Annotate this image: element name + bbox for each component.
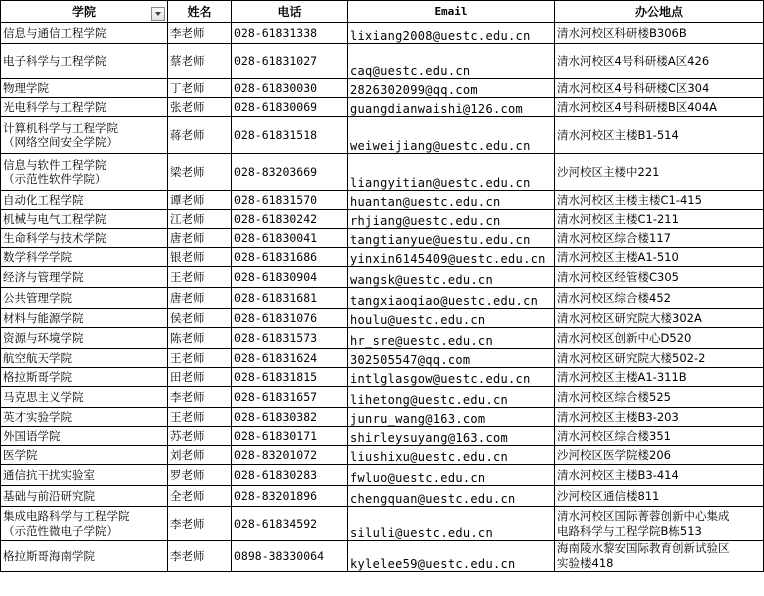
cell-phone: 028-61830030 — [232, 79, 348, 98]
cell-name: 唐老师 — [168, 229, 232, 248]
cell-office: 沙河校区医学院楼206 — [555, 446, 764, 465]
cell-name: 全老师 — [168, 486, 232, 507]
cell-office: 沙河校区主楼中221 — [555, 154, 764, 191]
cell-name: 蔡老师 — [168, 44, 232, 79]
cell-email: 302505547@qq.com — [348, 349, 555, 368]
cell-name: 田老师 — [168, 368, 232, 387]
cell-email: lixiang2008@uestc.edu.cn — [348, 23, 555, 44]
cell-name: 罗老师 — [168, 465, 232, 486]
cell-name: 陈老师 — [168, 328, 232, 349]
cell-office: 清水河校区科研楼B306B — [555, 23, 764, 44]
cell-email: rhjiang@uestc.edu.cn — [348, 210, 555, 229]
cell-college: 外国语学院 — [1, 427, 168, 446]
cell-office: 清水河校区主楼C1-211 — [555, 210, 764, 229]
table-row — [1, 191, 764, 210]
cell-college: 电子科学与工程学院 — [1, 44, 168, 79]
cell-office: 清水河校区经管楼C305 — [555, 267, 764, 288]
cell-college: 资源与环境学院 — [1, 328, 168, 349]
cell-email: tangtianyue@uestu.edu.cn — [348, 229, 555, 248]
cell-email: caq@uestc.edu.cn — [348, 44, 555, 79]
cell-name: 丁老师 — [168, 79, 232, 98]
cell-office: 清水河校区综合楼452 — [555, 288, 764, 309]
cell-college: 自动化工程学院 — [1, 191, 168, 210]
cell-email: siluli@uestc.edu.cn — [348, 507, 555, 541]
table-row — [1, 210, 764, 229]
cell-office: 清水河校区主楼主楼C1-415 — [555, 191, 764, 210]
cell-college: 机械与电气工程学院 — [1, 210, 168, 229]
cell-college: 医学院 — [1, 446, 168, 465]
cell-email: wangsk@uestc.edu.cn — [348, 267, 555, 288]
table-row — [1, 507, 764, 541]
header-office: 办公地点 — [555, 1, 764, 23]
cell-college: 马克思主义学院 — [1, 387, 168, 408]
cell-office: 海南陵水黎安国际教育创新试验区 实验楼418 — [555, 541, 764, 572]
cell-email: houlu@uestc.edu.cn — [348, 309, 555, 328]
cell-name: 李老师 — [168, 387, 232, 408]
cell-email: guangdianwaishi@126.com — [348, 98, 555, 117]
table-row — [1, 288, 764, 309]
cell-office: 清水河校区综合楼117 — [555, 229, 764, 248]
cell-email: fwluo@uestc.edu.cn — [348, 465, 555, 486]
cell-name: 江老师 — [168, 210, 232, 229]
cell-phone: 028-61831573 — [232, 328, 348, 349]
table-row — [1, 98, 764, 117]
cell-email: lihetong@uestc.edu.cn — [348, 387, 555, 408]
cell-office: 清水河校区主楼B3-414 — [555, 465, 764, 486]
cell-name: 梁老师 — [168, 154, 232, 191]
cell-name: 王老师 — [168, 349, 232, 368]
cell-college: 计算机科学与工程学院 （网络空间安全学院） — [1, 117, 168, 154]
table-row — [1, 328, 764, 349]
cell-office: 清水河校区4号科研楼C区304 — [555, 79, 764, 98]
cell-phone: 028-83203669 — [232, 154, 348, 191]
cell-email: yinxin6145409@uestc.edu.cn — [348, 248, 555, 267]
cell-office: 清水河校区研究院大楼502-2 — [555, 349, 764, 368]
cell-college: 航空航天学院 — [1, 349, 168, 368]
cell-phone: 028-61831624 — [232, 349, 348, 368]
header-email: Email — [348, 1, 555, 23]
cell-college: 格拉斯哥海南学院 — [1, 541, 168, 572]
cell-college: 信息与通信工程学院 — [1, 23, 168, 44]
table-row — [1, 486, 764, 507]
table-row — [1, 446, 764, 465]
cell-name: 李老师 — [168, 541, 232, 572]
table-row — [1, 408, 764, 427]
cell-office: 清水河校区综合楼351 — [555, 427, 764, 446]
cell-phone: 028-61834592 — [232, 507, 348, 541]
cell-name: 王老师 — [168, 408, 232, 427]
cell-name: 侯老师 — [168, 309, 232, 328]
cell-college: 基础与前沿研究院 — [1, 486, 168, 507]
cell-email: liangyitian@uestc.edu.cn — [348, 154, 555, 191]
cell-college: 材料与能源学院 — [1, 309, 168, 328]
table-row — [1, 387, 764, 408]
cell-office: 清水河校区国际菁蓉创新中心集成 电路科学与工程学院B栋513 — [555, 507, 764, 541]
table-row — [1, 229, 764, 248]
cell-name: 张老师 — [168, 98, 232, 117]
table-row — [1, 44, 764, 79]
cell-office: 清水河校区综合楼525 — [555, 387, 764, 408]
table-row — [1, 309, 764, 328]
cell-college: 物理学院 — [1, 79, 168, 98]
cell-college: 经济与管理学院 — [1, 267, 168, 288]
cell-phone: 028-61830382 — [232, 408, 348, 427]
cell-email: liushixu@uestc.edu.cn — [348, 446, 555, 465]
cell-phone: 028-61830041 — [232, 229, 348, 248]
cell-name: 唐老师 — [168, 288, 232, 309]
cell-office: 清水河校区4号科研楼B区404A — [555, 98, 764, 117]
cell-name: 谭老师 — [168, 191, 232, 210]
table-row — [1, 465, 764, 486]
cell-name: 银老师 — [168, 248, 232, 267]
header-phone: 电话 — [232, 1, 348, 23]
cell-college: 光电科学与工程学院 — [1, 98, 168, 117]
cell-name: 王老师 — [168, 267, 232, 288]
cell-college: 英才实验学院 — [1, 408, 168, 427]
table-row — [1, 154, 764, 191]
cell-email: chengquan@uestc.edu.cn — [348, 486, 555, 507]
cell-email: huantan@uestc.edu.cn — [348, 191, 555, 210]
cell-name: 刘老师 — [168, 446, 232, 465]
table-row — [1, 541, 764, 572]
cell-name: 李老师 — [168, 23, 232, 44]
cell-phone: 028-61830904 — [232, 267, 348, 288]
cell-email: intlglasgow@uestc.edu.cn — [348, 368, 555, 387]
cell-phone: 028-61831815 — [232, 368, 348, 387]
cell-phone: 028-61831518 — [232, 117, 348, 154]
cell-college: 通信抗干扰实验室 — [1, 465, 168, 486]
table-row — [1, 117, 764, 154]
header-college: 学院 — [1, 1, 168, 23]
cell-college: 格拉斯哥学院 — [1, 368, 168, 387]
header-name: 姓名 — [168, 1, 232, 23]
cell-email: 2826302099@qq.com — [348, 79, 555, 98]
cell-office: 沙河校区通信楼811 — [555, 486, 764, 507]
table-row — [1, 349, 764, 368]
cell-name: 苏老师 — [168, 427, 232, 446]
table-row — [1, 79, 764, 98]
table-row — [1, 267, 764, 288]
cell-phone: 028-61830171 — [232, 427, 348, 446]
cell-office: 清水河校区主楼A1-311B — [555, 368, 764, 387]
cell-email: shirleysuyang@163.com — [348, 427, 555, 446]
cell-phone: 028-61831570 — [232, 191, 348, 210]
cell-name: 李老师 — [168, 507, 232, 541]
cell-email: kylelee59@uestc.edu.cn — [348, 541, 555, 572]
cell-phone: 028-61831657 — [232, 387, 348, 408]
cell-phone: 028-61830283 — [232, 465, 348, 486]
cell-office: 清水河校区研究院大楼302A — [555, 309, 764, 328]
cell-name: 蒋老师 — [168, 117, 232, 154]
cell-phone: 028-61831076 — [232, 309, 348, 328]
table-row — [1, 248, 764, 267]
cell-phone: 028-61831681 — [232, 288, 348, 309]
cell-email: tangxiaoqiao@uestc.edu.cn — [348, 288, 555, 309]
cell-college: 公共管理学院 — [1, 288, 168, 309]
cell-phone: 028-83201896 — [232, 486, 348, 507]
cell-college: 数学科学学院 — [1, 248, 168, 267]
table-row — [1, 368, 764, 387]
table-row — [1, 23, 764, 44]
cell-college: 信息与软件工程学院 （示范性软件学院） — [1, 154, 168, 191]
cell-email: hr_sre@uestc.edu.cn — [348, 328, 555, 349]
cell-phone: 028-83201072 — [232, 446, 348, 465]
cell-college: 集成电路科学与工程学院 （示范性微电子学院） — [1, 507, 168, 541]
cell-phone: 028-61830069 — [232, 98, 348, 117]
cell-office: 清水河校区4号科研楼A区426 — [555, 44, 764, 79]
cell-email: weiweijiang@uestc.edu.cn — [348, 117, 555, 154]
cell-phone: 028-61830242 — [232, 210, 348, 229]
cell-office: 清水河校区主楼A1-510 — [555, 248, 764, 267]
filter-dropdown-icon[interactable] — [151, 7, 165, 21]
cell-phone: 028-61831338 — [232, 23, 348, 44]
cell-phone: 0898-38330064 — [232, 541, 348, 572]
cell-email: junru_wang@163.com — [348, 408, 555, 427]
cell-office: 清水河校区创新中心D520 — [555, 328, 764, 349]
cell-phone: 028-61831686 — [232, 248, 348, 267]
header-row — [1, 1, 764, 23]
cell-office: 清水河校区主楼B3-203 — [555, 408, 764, 427]
cell-office: 清水河校区主楼B1-514 — [555, 117, 764, 154]
table-row — [1, 427, 764, 446]
cell-phone: 028-61831027 — [232, 44, 348, 79]
cell-college: 生命科学与技术学院 — [1, 229, 168, 248]
